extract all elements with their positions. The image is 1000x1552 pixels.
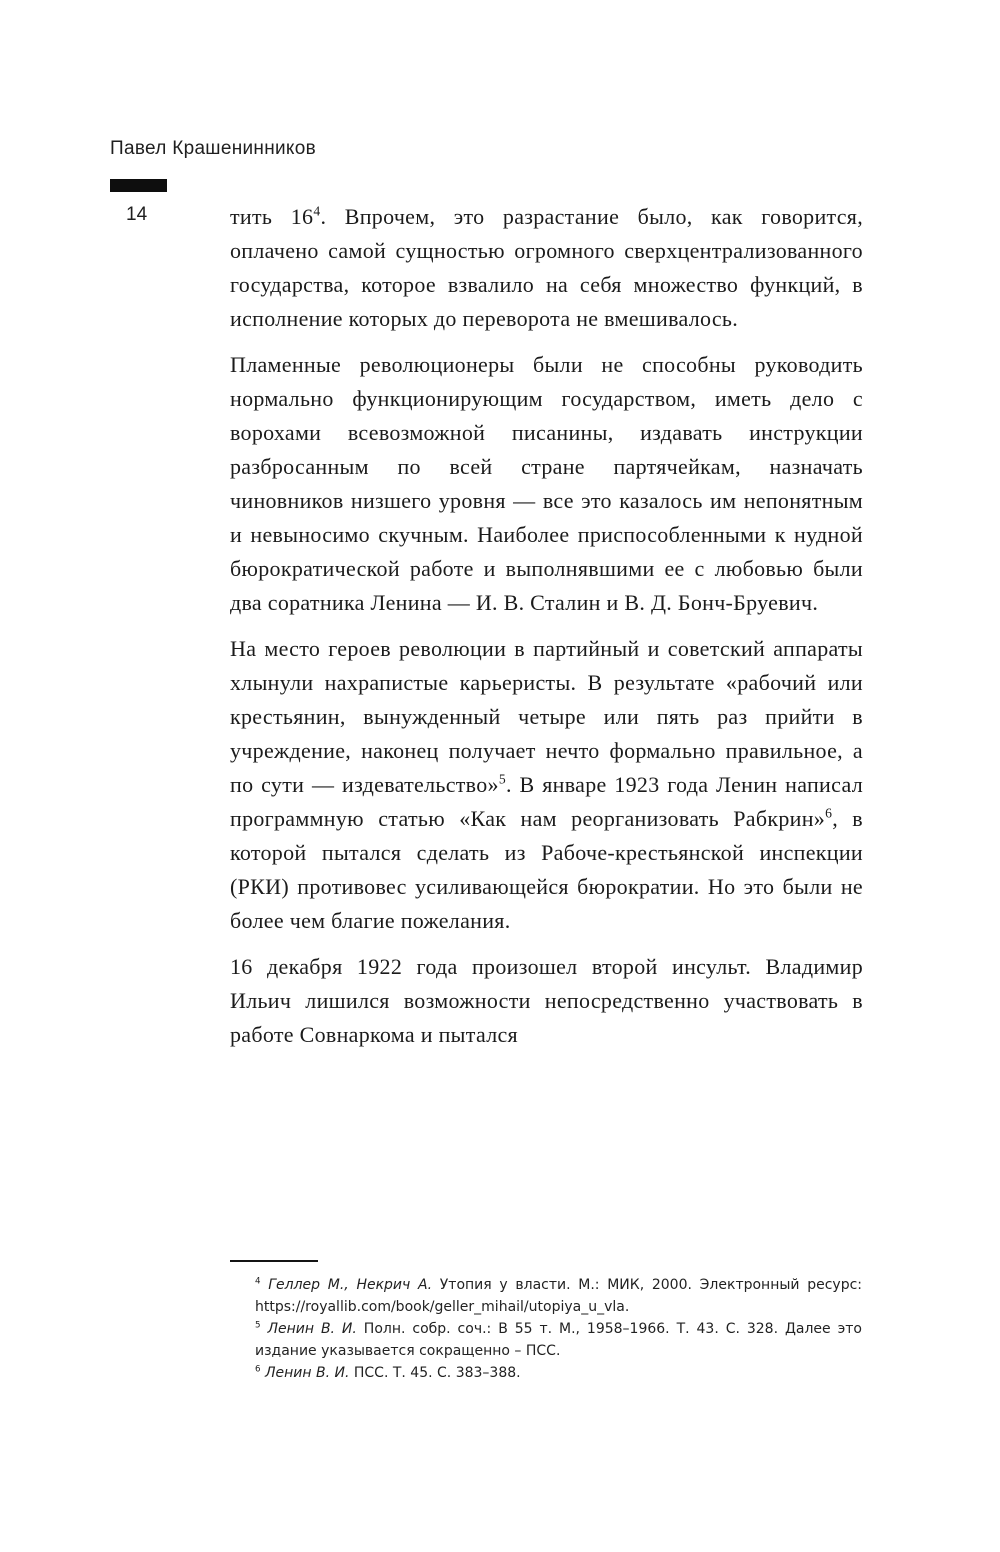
footnote-ref: 5 xyxy=(255,1320,261,1331)
footnote-ref: 6 xyxy=(825,805,833,821)
paragraph xyxy=(230,348,863,620)
footnote xyxy=(255,1274,862,1318)
text-run: Геллер М., Некрич А. xyxy=(268,1277,433,1293)
running-header: Павел Крашенинников xyxy=(110,138,317,159)
footnote-ref: 4 xyxy=(255,1276,261,1287)
footnote-ref: 5 xyxy=(498,771,506,787)
footnote-separator xyxy=(230,1260,318,1262)
text-run: . В январе 1923 года Ленин написал программную статью «Как нам реорганизовать Рабкрин» xyxy=(230,772,863,831)
paragraph xyxy=(230,200,863,336)
text-run: Ленин В. И. xyxy=(264,1365,350,1381)
text-run: Полн. собр. соч.: В 55 т. М., 1958–1966. Т. 43. С. 328. Далее это издание указывается сокращенно – ПСС. xyxy=(255,1321,862,1359)
text-run: Утопия у власти. М.: МИК, 2000. Электронный ресурс: https://royallib.com/book/geller_mihail/utopiya_u_vla. xyxy=(255,1277,863,1315)
page-number: 14 xyxy=(126,204,148,225)
footnote-list xyxy=(255,1274,862,1384)
header-rule xyxy=(110,179,167,192)
footnote xyxy=(255,1318,862,1362)
text-run: Ленин В. И. xyxy=(267,1321,357,1337)
paragraph xyxy=(230,632,863,938)
footnote-ref: 6 xyxy=(255,1364,261,1375)
text-run: На место героев революции в партийный и советский аппараты хлынули нахрапистые карьеристы. В результате «рабочий или крестьянин, вынужденный четыре или пять раз прийти в учреждение, наконец получает нечто формально правильное, а по сути — издевательство» xyxy=(230,636,863,797)
footnote-ref: 4 xyxy=(313,203,321,219)
text-run: Пламенные революционеры были не способны руководить нормально функционирующим государством, иметь дело с ворохами всевозможной писанины, издавать инструкции разбросанным по всей стране партячейкам, назначать чиновников низшего уровня — все это казалось им непонятным и невыносимо скучным. Наиболее приспособленными к нудной бюрократической работе и выполнявшими ее с любовью были два соратника Ленина — И. В. Сталин и В. Д. Бонч-Бруевич. xyxy=(230,352,863,615)
text-run: , в которой пытался сделать из Рабоче-крестьянской инспекции (РКИ) противовес усиливающейся бюрократии. Но это были не более чем благие пожелания. xyxy=(230,806,863,933)
text-run: . Впрочем, это разрастание было, как говорится, оплачено самой сущностью огромного сверхцентрализованного государства, которое взвалило на себя множество функций, в исполнение которых до переворота не вмешивалось. xyxy=(230,204,864,331)
text-run: тить 16 xyxy=(230,204,314,229)
text-run: 16 декабря 1922 года произошел второй инсульт. Владимир Ильич лишился возможности непосредственно участвовать в работе Совнаркома и пытался xyxy=(230,954,863,1047)
text-run: ПСС. Т. 45. С. 383–388. xyxy=(349,1365,521,1381)
paragraph xyxy=(230,950,863,1052)
footnote xyxy=(255,1362,862,1384)
body-text xyxy=(230,200,863,1064)
